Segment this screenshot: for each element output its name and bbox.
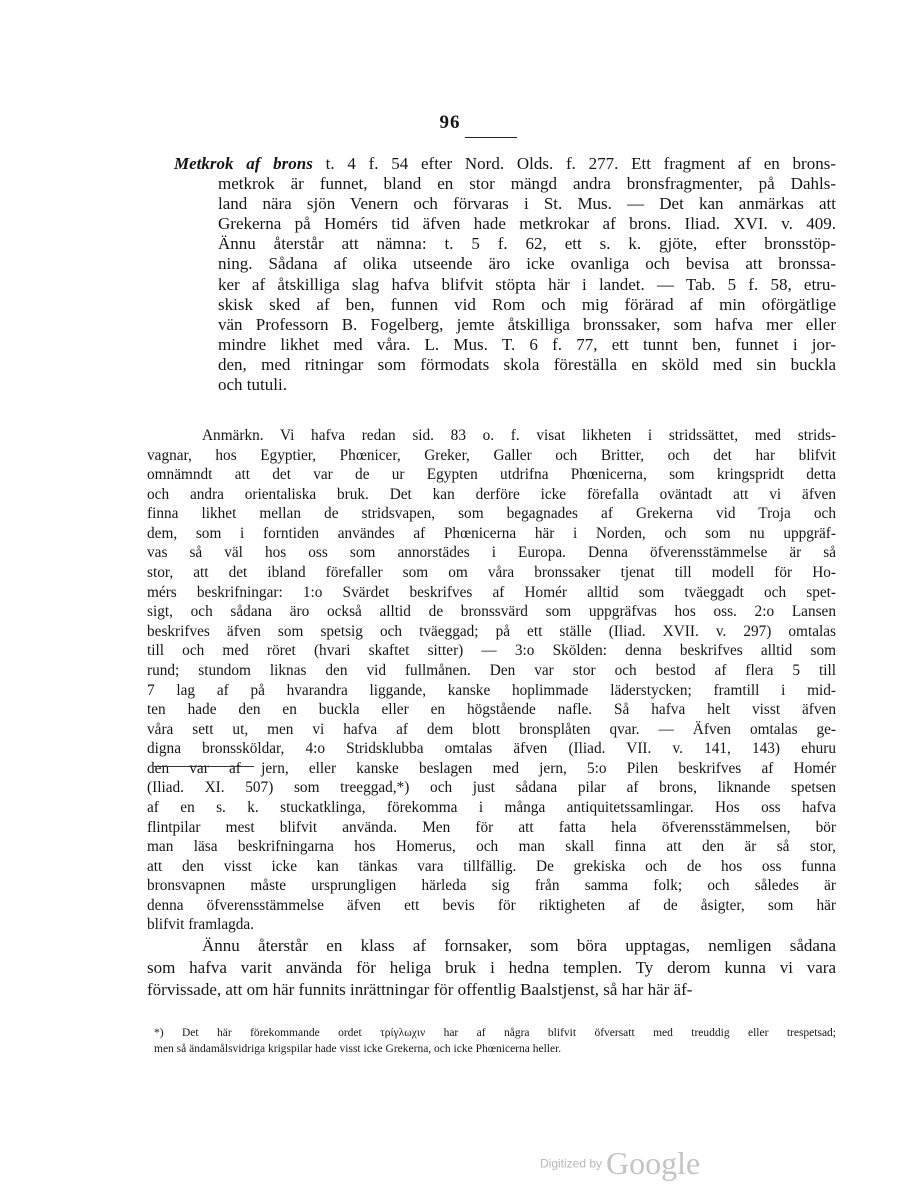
anmarkning-line: den var af jern, eller kanske beslagen med jern, 5:o Pilen beskrifves af Homér xyxy=(147,759,836,777)
anmarkning-line: mérs beskrifningar: 1:o Svärdet beskrifves af Homér alltid som tväeggadt och spet- xyxy=(147,583,836,601)
paragraph-line: förvissade, att om här funnits inrättningar för offentlig Baalstjenst, så har här äf- xyxy=(147,980,693,999)
anmarkning-line: vas så väl hos oss som annorstädes i Europa. Denna öfverensstämmelse är så xyxy=(147,544,836,562)
watermark-prefix: Digitized by xyxy=(540,1156,603,1171)
anmarkning-line: stor, att det ibland förefaller som om våra bronssaker tjenat till modell för Ho- xyxy=(147,564,836,582)
anmarkning-line: ten hade den en buckla eller en högstående nafle. Så hafva helt visst äfven xyxy=(147,701,836,719)
anmarkning-line: man läsa beskrifningarna hos Homerus, och man skall finna att den är så stor, xyxy=(147,838,836,856)
entry-line: skisk sked af ben, funnen vid Rom och mig förärad af min oförgätlige xyxy=(218,294,836,314)
anmarkning-line: blifvit framlagda. xyxy=(147,916,255,934)
entry-line: Ännu återstår att nämna: t. 5 f. 62, ett s. k. gjöte, efter bronsstöp- xyxy=(218,234,836,254)
anmarkning-line: att den visst icke kan tänkas vara tillfällig. De grekiska och de hos oss funna xyxy=(147,857,836,875)
closing-paragraph xyxy=(147,935,836,1001)
anmarkning-line: bronsvapnen måste ursprungligen härleda sig från samma folk; och således är xyxy=(147,877,836,895)
entry-line: ker af åtskilliga slag hafva blifvit stöpta här i landet. — Tab. 5 f. 58, etru- xyxy=(218,274,836,294)
entry-line: land nära sjön Venern och förvaras i St. Mus. — Det kan anmärkas att xyxy=(218,194,836,214)
anmarkning-line: digna bronssköldar, 4:o Stridsklubba omtalas äfven (Iliad. VII. v. 141, 143) ehuru xyxy=(147,740,836,758)
anmarkning-block xyxy=(147,426,836,935)
entry-line: Grekerna på Homérs tid äfven hade metkrokar af brons. Iliad. XVI. v. 409. xyxy=(218,214,836,234)
footnote-rule xyxy=(154,766,254,767)
footnote-block xyxy=(154,1025,836,1057)
anmarkning-line: rund; stundom liknas den vid fullmånen. Den var stor och bestod af flera 5 till xyxy=(147,661,836,679)
entry-line: mindre likhet med våra. L. Mus. T. 6 f. 77, ett tunnt ben, funnet i jor- xyxy=(218,334,836,354)
anmarkning-line: Anmärkn. Vi hafva redan sid. 83 o. f. visat likheten i stridssättet, med strids- xyxy=(202,427,836,444)
digitized-watermark xyxy=(540,1145,700,1182)
anmarkning-line: af en s. k. stuckatklinga, förekomma i många antiquitetssamlingar. Hos oss hafva xyxy=(147,798,836,816)
entry-line: den, med ritningar som förmodats skola föreställa en sköld med sin buckla xyxy=(218,354,836,374)
entry-first-line xyxy=(174,154,836,174)
footnote-line: *) Det här förekommande ordet τρίγλωχιν har af några blifvit öfversatt med treuddig eller trespetsad; xyxy=(154,1027,836,1039)
entry-block xyxy=(174,154,836,395)
entry-line: och tutuli. xyxy=(218,375,287,395)
entry-title: Metkrok af brons xyxy=(174,154,313,173)
entry-first-text: t. 4 f. 54 efter Nord. Olds. f. 277. Ett fragment af en brons- xyxy=(312,154,836,173)
entry-line: metkrok är funnet, bland en stor mängd andra bronsfragmenter, på Dahls- xyxy=(218,174,836,194)
page-number-rule xyxy=(465,137,517,138)
anmarkning-line: flintpilar mest blifvit använda. Men för att fatta hela öfverensstämmelsen, bör xyxy=(147,818,836,836)
anmarkning-line: 7 lag af på hvarandra liggande, kanske hoplimmade läderstycken; framtill i mid- xyxy=(147,681,836,699)
anmarkning-line: sigt, och sådana äro också alltid de bronssvärd som uppgräfvas hos oss. 2:o Lansen xyxy=(147,603,836,621)
paragraph-line: som hafva varit använda för heliga bruk i hedna templen. Ty derom kunna vi vara xyxy=(147,958,836,977)
paragraph-line: Ännu återstår en klass af fornsaker, som böra upptagas, nemligen sådana xyxy=(202,936,836,955)
anmarkning-line: finna likhet mellan de stridsvapen, som begagnades af Grekerna vid Troja och xyxy=(147,505,836,523)
anmarkning-line: till och med röret (hvari skaftet sitter) — 3:o Skölden: denna beskrifves alltid som xyxy=(147,642,836,660)
anmarkning-line: (Iliad. XI. 507) som treeggad,*) och just sådana pilar af brons, liknande spetsen xyxy=(147,779,836,797)
anmarkning-line: våra sett ut, men vi hafva af dem blott bronsplåten qvar. — Äfven omtalas ge- xyxy=(147,720,836,738)
footnote-line: men så ändamålsvidriga krigspilar hade visst icke Grekerna, och icke Phœnicerna heller. xyxy=(154,1043,562,1055)
anmarkning-line: vagnar, hos Egyptier, Phœnicer, Greker, Galler och Britter, och det har blifvit xyxy=(147,446,836,464)
entry-line: vän Professorn B. Fogelberg, jemte åtskilliga bronssaker, som hafva mer eller xyxy=(218,314,836,334)
entry-line: ning. Sådana af olika utseende äro icke ovanliga och bevisa att bronssa- xyxy=(218,254,836,274)
anmarkning-line: dem, som i forntiden användes af Phœnicerna här i Norden, och som nu uppgräf- xyxy=(147,524,836,542)
anmarkning-line: omnämndt att det var de ur Egypten utdrifna Phœnicerna, som kringspridt detta xyxy=(147,466,836,484)
anmarkning-line: beskrifves äfven som spetsig och tväeggad; på ett ställe (Iliad. XVII. v. 297) omtalas xyxy=(147,622,836,640)
google-logo: Google xyxy=(606,1145,701,1181)
page-number: 96 xyxy=(439,112,461,133)
anmarkning-line: och andra orientaliska bruk. Det kan derföre icke förefalla oväntadt att vi äfven xyxy=(147,485,836,503)
anmarkning-line: denna öfverensstämmelse äfven ett bevis för riktigheten af de åsigter, som här xyxy=(147,896,836,914)
